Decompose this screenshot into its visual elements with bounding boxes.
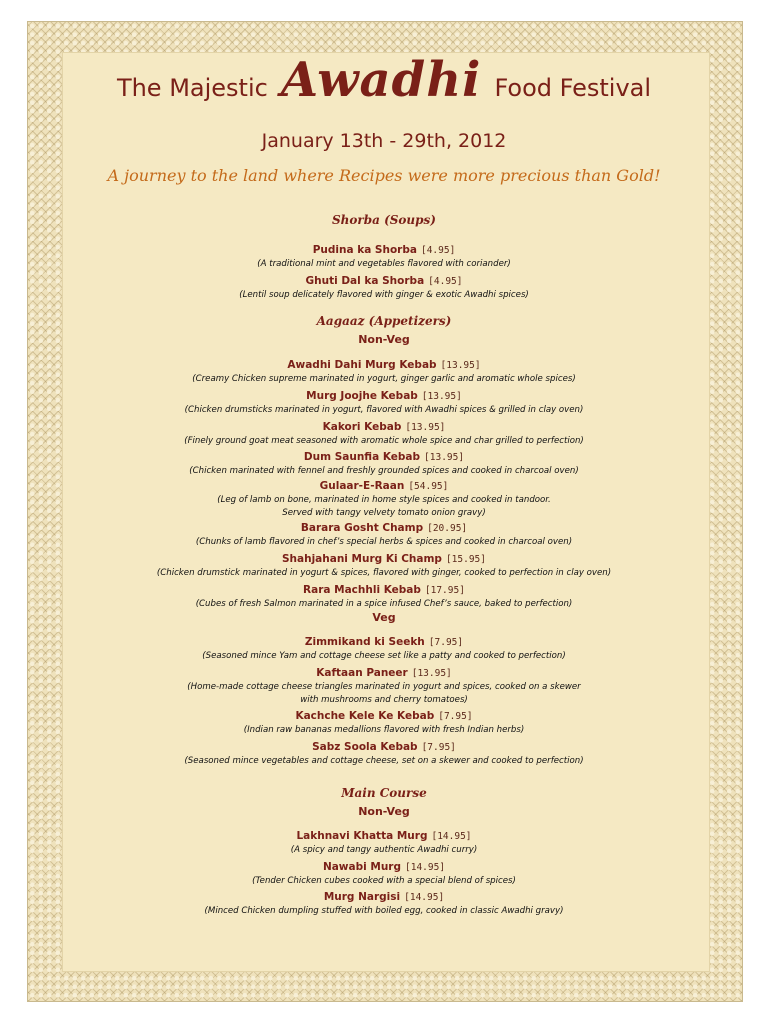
item-description: (Chicken drumsticks marinated in yogurt, flavored with Awadhi spices & grilled in clay oven) bbox=[184, 405, 584, 415]
menu-item bbox=[0, 353, 768, 385]
item-description: (Seasoned mince Yam and cottage cheese set like a patty and cooked to perfection) bbox=[202, 651, 566, 661]
item-description: (Minced Chicken dumpling stuffed with boiled egg, cooked in classic Awadhi gravy) bbox=[204, 906, 564, 916]
item-name: Ghuti Dal ka Shorba bbox=[305, 275, 425, 287]
menu-item bbox=[0, 445, 768, 477]
section-heading-main-course: Main Course bbox=[341, 786, 427, 800]
item-description: (Indian raw bananas medallions flavored with fresh Indian herbs) bbox=[243, 725, 525, 735]
item-name: Gulaar-E-Raan bbox=[319, 480, 405, 492]
item-name: Kachche Kele Ke Kebab bbox=[295, 710, 435, 722]
appetizers-nonveg-label: Non-Veg bbox=[358, 333, 410, 346]
section-heading-soups: Shorba (Soups) bbox=[332, 213, 436, 227]
menu-item bbox=[0, 578, 768, 610]
item-description: (Leg of lamb on bone, marinated in home style spices and cooked in tandoor. bbox=[217, 495, 551, 505]
section-heading-appetizers: Aagaaz (Appetizers) bbox=[316, 314, 452, 328]
menu-item bbox=[0, 238, 768, 270]
item-price: [13.95] bbox=[411, 668, 452, 679]
item-name: Kaftaan Paneer bbox=[316, 667, 408, 679]
main-course-nonveg-label: Non-Veg bbox=[358, 805, 410, 818]
item-description: (Creamy Chicken supreme marinated in yogurt, ginger garlic and aromatic whole spices) bbox=[192, 374, 576, 384]
menu-item bbox=[0, 415, 768, 447]
item-name: Awadhi Dahi Murg Kebab bbox=[287, 359, 437, 371]
item-description: (Chicken drumstick marinated in yogurt & spices, flavored with ginger, cooked to perfection in clay oven) bbox=[156, 568, 612, 578]
item-price: [13.95] bbox=[424, 452, 465, 463]
item-name: Sabz Soola Kebab bbox=[312, 741, 418, 753]
menu-item bbox=[0, 661, 768, 706]
item-name: Lakhnavi Khatta Murg bbox=[296, 830, 428, 842]
item-price: [20.95] bbox=[427, 523, 468, 534]
menu-item bbox=[0, 885, 768, 917]
festival-dates: January 13th - 29th, 2012 bbox=[261, 130, 507, 152]
item-price: [17.95] bbox=[424, 585, 465, 596]
item-price: [13.95] bbox=[421, 391, 462, 402]
item-price: [7.95] bbox=[428, 637, 464, 648]
menu-item bbox=[0, 630, 768, 662]
title-right: Food Festival bbox=[494, 74, 652, 102]
item-name: Kakori Kebab bbox=[322, 421, 402, 433]
item-name: Pudina ka Shorba bbox=[312, 244, 417, 256]
item-description: (A traditional mint and vegetables flavored with coriander) bbox=[257, 259, 511, 269]
menu-item bbox=[0, 384, 768, 416]
menu-item bbox=[0, 474, 768, 519]
item-price: [54.95] bbox=[408, 481, 449, 492]
menu-item bbox=[0, 735, 768, 767]
item-description: (Chicken marinated with fennel and freshly grounded spices and cooked in charcoal oven) bbox=[189, 466, 579, 476]
item-description: (Lentil soup delicately flavored with ginger & exotic Awadhi spices) bbox=[239, 290, 529, 300]
item-price: [14.95] bbox=[431, 831, 472, 842]
item-description: (Tender Chicken cubes cooked with a special blend of spices) bbox=[252, 876, 516, 886]
item-name: Dum Saunfia Kebab bbox=[303, 451, 421, 463]
item-price: [14.95] bbox=[405, 862, 446, 873]
item-description-line2: with mushrooms and cherry tomatoes) bbox=[300, 695, 468, 705]
item-description: (A spicy and tangy authentic Awadhi curry) bbox=[290, 845, 478, 855]
menu-item bbox=[0, 704, 768, 736]
item-name: Murg Nargisi bbox=[323, 891, 401, 903]
item-description: (Seasoned mince vegetables and cottage cheese, set on a skewer and cooked to perfection) bbox=[184, 756, 584, 766]
item-price: [4.95] bbox=[420, 245, 456, 256]
item-description: (Home-made cottage cheese triangles marinated in yogurt and spices, cooked on a skewer bbox=[187, 682, 581, 692]
menu-title bbox=[0, 52, 768, 108]
item-name: Barara Gosht Champ bbox=[300, 522, 424, 534]
item-description: (Chunks of lamb flavored in chef’s special herbs & spices and cooked in charcoal oven) bbox=[195, 537, 573, 547]
item-name: Murg Joojhe Kebab bbox=[306, 390, 418, 402]
item-price: [4.95] bbox=[428, 276, 463, 287]
item-description-line2: Served with tangy velvety tomato onion gravy) bbox=[282, 508, 486, 518]
title-awadhi: Awadhi bbox=[280, 52, 482, 108]
menu-item bbox=[0, 855, 768, 887]
item-price: [15.95] bbox=[445, 554, 486, 565]
item-price: [13.95] bbox=[405, 422, 446, 433]
item-name: Nawabi Murg bbox=[322, 861, 401, 873]
item-name: Rara Machhli Kebab bbox=[303, 584, 421, 596]
menu-item bbox=[0, 547, 768, 579]
item-price: [13.95] bbox=[440, 360, 481, 371]
menu-item bbox=[0, 269, 768, 301]
tagline: A journey to the land where Recipes were more precious than Gold! bbox=[107, 166, 661, 185]
item-name: Zimmikand ki Seekh bbox=[304, 636, 425, 648]
item-price: [14.95] bbox=[404, 892, 445, 903]
menu-item bbox=[0, 516, 768, 548]
appetizers-veg-label: Veg bbox=[372, 611, 396, 624]
title-left: The Majestic bbox=[116, 74, 268, 102]
item-description: (Finely ground goat meat seasoned with aromatic whole spice and char grilled to perfection) bbox=[184, 436, 584, 446]
item-description: (Cubes of fresh Salmon marinated in a spice infused Chef’s sauce, baked to perfection) bbox=[195, 599, 573, 609]
item-price: [7.95] bbox=[438, 711, 473, 722]
menu-item bbox=[0, 824, 768, 856]
item-name: Shahjahani Murg Ki Champ bbox=[281, 553, 442, 565]
item-price: [7.95] bbox=[421, 742, 456, 753]
